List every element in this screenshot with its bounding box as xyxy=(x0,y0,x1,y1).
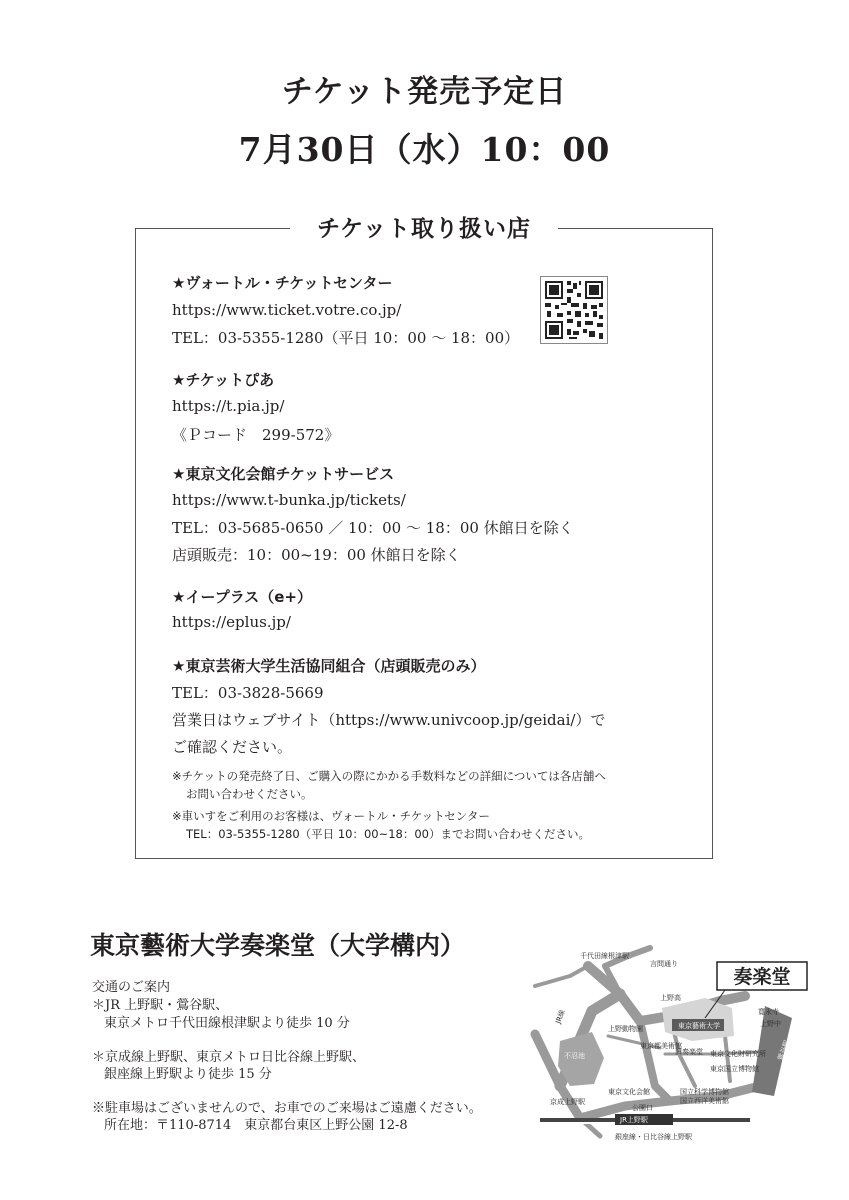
shop-pia-name: ★チケットぴあ xyxy=(172,371,275,389)
sale-date: 7月30日（水）10：00 xyxy=(238,130,611,169)
shop-coop-name: ★東京芸術大学生活協同組合（店頭販売のみ） xyxy=(172,657,486,675)
shop-bunka-url[interactable]: https://www.t-bunka.jp/tickets/ xyxy=(172,491,406,509)
shop-coop-info-2: ご確認ください。 xyxy=(172,738,293,756)
access-line-1: ＊JR 上野駅・鶯谷駅、 xyxy=(92,998,229,1013)
svg-text:JR線: JR線 xyxy=(554,1008,567,1025)
shop-bunka-tel: TEL：03-5685-0650 ／ 10：00 〜 18：00 休館日を除く xyxy=(172,519,574,537)
svg-text:旧奏楽堂: 旧奏楽堂 xyxy=(675,1048,703,1056)
venue-address: 所在地：〒110-8714 東京都台東区上野公園 12-8 xyxy=(104,1118,408,1133)
shop-bunka-name: ★東京文化会館チケットサービス xyxy=(172,465,395,483)
svg-text:銀座線・日比谷線上野駅: 銀座線・日比谷線上野駅 xyxy=(615,1133,692,1141)
svg-text:言問通り: 言問通り xyxy=(650,960,678,968)
access-title: 交通のご案内 xyxy=(92,980,171,995)
note-1a: ※チケットの発売終了日、ご購入の際にかかる手数料などの詳細については各店舗へ xyxy=(172,769,606,783)
note-2b: TEL：03-5355-1280（平日 10：00~18：00）までお問い合わせください。 xyxy=(186,827,590,841)
shop-votre-url[interactable]: https://www.ticket.votre.co.jp/ xyxy=(172,301,402,319)
svg-text:東京藝術大学: 東京藝術大学 xyxy=(678,1022,720,1030)
access-line-3: ＊京成線上野駅、東京メトロ日比谷線上野駅、 xyxy=(92,1050,366,1065)
shop-votre-tel: TEL：03-5355-1280（平日 10：00 〜 18：00） xyxy=(172,329,520,347)
svg-text:寛永寺: 寛永寺 xyxy=(758,1008,779,1016)
svg-text:不忍池: 不忍池 xyxy=(564,1052,585,1060)
svg-text:奏楽堂: 奏楽堂 xyxy=(733,966,791,988)
svg-text:京成上野駅: 京成上野駅 xyxy=(550,1098,585,1106)
shop-pia-url[interactable]: https://t.pia.jp/ xyxy=(172,397,285,415)
access-line-2: 東京メトロ千代田線根津駅より徒歩 10 分 xyxy=(104,1016,350,1031)
access-map xyxy=(520,936,820,1168)
access-line-5: ※駐車場はございませんので、お車でのご来場はご遠慮ください。 xyxy=(92,1101,482,1116)
svg-text:鶯谷駅: 鶯谷駅 xyxy=(776,1039,792,1062)
venue-name: 東京藝術大学奏楽堂（大学構内） xyxy=(90,931,466,960)
svg-text:東京国立博物館: 東京国立博物館 xyxy=(710,1065,759,1073)
shop-eplus-url[interactable]: https://eplus.jp/ xyxy=(172,613,291,631)
sale-date-heading: チケット発売予定日 xyxy=(281,74,568,110)
shop-eplus-name: ★イープラス（e+） xyxy=(172,588,312,606)
svg-text:千代田線根津駅: 千代田線根津駅 xyxy=(580,952,629,960)
shop-coop-tel: TEL：03-3828-5669 xyxy=(172,684,324,702)
svg-text:上野動物園: 上野動物園 xyxy=(608,1025,643,1033)
note-1b: お問い合わせください。 xyxy=(186,787,313,801)
svg-text:JR上野駅: JR上野駅 xyxy=(620,1116,648,1124)
svg-text:公園口: 公園口 xyxy=(632,1104,653,1112)
svg-text:国立西洋美術館: 国立西洋美術館 xyxy=(680,1097,729,1105)
shop-pia-code: 《Ｐコード 299-572》 xyxy=(172,426,340,444)
shop-votre-name: ★ヴォートル・チケットセンター xyxy=(172,274,393,292)
access-line-4: 銀座線上野駅より徒歩 15 分 xyxy=(104,1067,272,1082)
shop-coop-info-1: 営業日はウェブサイト（https://www.univcoop.jp/geidai/）で xyxy=(172,711,606,729)
svg-text:東京文化会館: 東京文化会館 xyxy=(608,1088,650,1096)
svg-text:上野高: 上野高 xyxy=(660,994,681,1002)
svg-text:東京文化財研究所: 東京文化財研究所 xyxy=(710,1050,766,1058)
svg-text:上野中: 上野中 xyxy=(760,1020,781,1028)
ticket-shops-title: チケット取り扱い店 xyxy=(290,210,558,243)
svg-text:国立科学博物館: 国立科学博物館 xyxy=(680,1088,729,1096)
svg-text:東京都美術館: 東京都美術館 xyxy=(640,1042,682,1050)
note-2a: ※車いすをご利用のお客様は、ヴォートル・チケットセンター xyxy=(172,809,490,823)
qr-code-icon xyxy=(540,276,608,344)
shop-bunka-store: 店頭販売：10：00~19：00 休館日を除く xyxy=(172,546,461,564)
